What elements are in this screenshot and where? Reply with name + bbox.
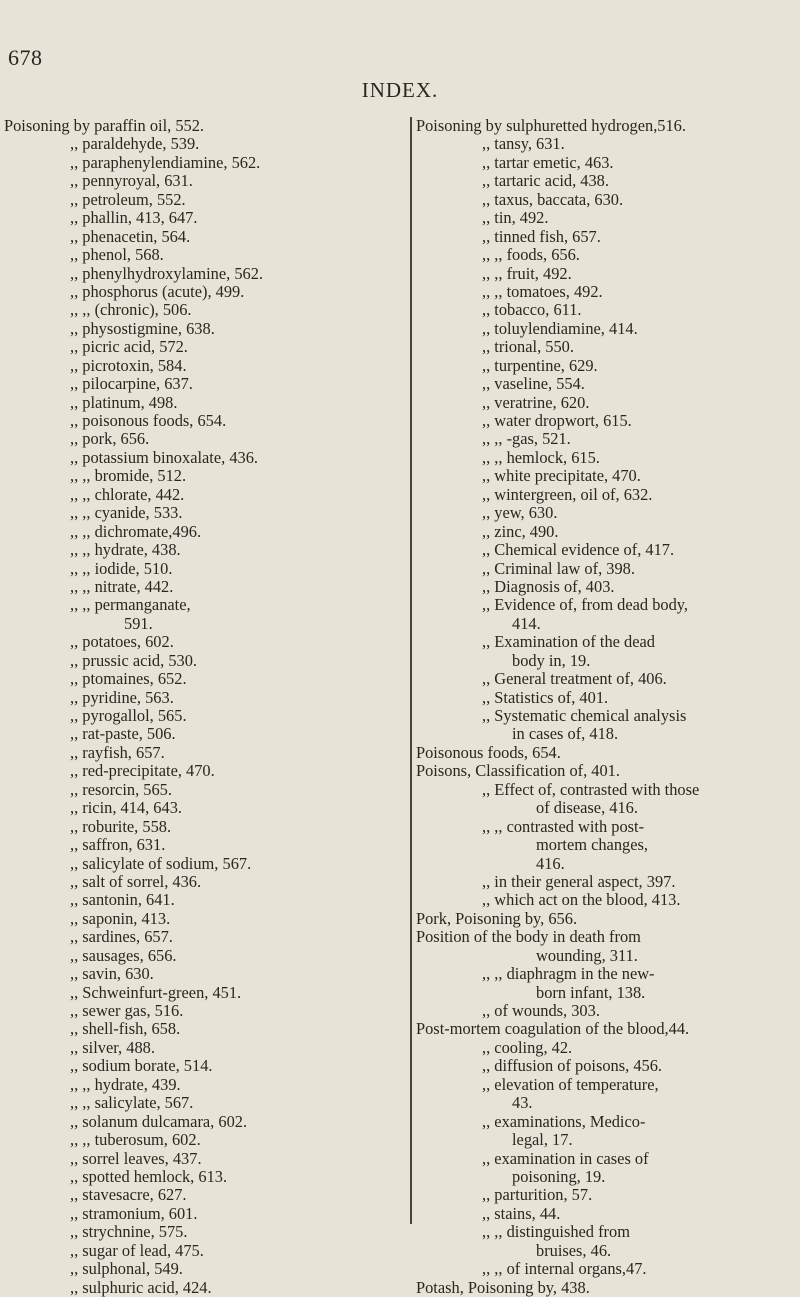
- index-entry-text: ,, ,, salicylate, 567.: [70, 1093, 194, 1113]
- index-entry-text: 591.: [124, 613, 153, 633]
- index-entry-text: ,, toluylendiamine, 414.: [482, 318, 638, 338]
- index-entry: [4, 560, 414, 578]
- index-entry: [416, 228, 798, 246]
- index-entry-text: Poisoning by sulphuretted hydrogen,516.: [416, 116, 686, 135]
- index-entry-text: ,, yew, 630.: [482, 503, 558, 523]
- index-entry-text: ,, sorrel leaves, 437.: [70, 1148, 202, 1168]
- index-entry-text: ,, examination in cases of: [482, 1148, 649, 1168]
- index-entry-text: ,, ,, (chronic), 506.: [70, 300, 192, 320]
- index-entry: [416, 818, 798, 836]
- index-entry: [4, 394, 414, 412]
- index-entry-text: ,, red-precipitate, 470.: [70, 761, 215, 781]
- index-entry: [416, 246, 798, 264]
- index-entry: [416, 762, 798, 780]
- index-entry: [416, 947, 798, 965]
- index-entry: [4, 1020, 414, 1038]
- index-entry-text: ,, Effect of, contrasted with those: [482, 779, 700, 799]
- index-entry-text: ,, resorcin, 565.: [70, 779, 172, 799]
- index-entry-text: ,, ,, tuberosum, 602.: [70, 1130, 201, 1150]
- index-entry: [416, 965, 798, 983]
- index-entry: [4, 338, 414, 356]
- index-entry-text: ,, of wounds, 303.: [482, 1001, 600, 1020]
- column-divider: [410, 117, 412, 1224]
- index-entry-text: ,, Evidence of, from dead body,: [482, 595, 689, 615]
- index-entry: [416, 320, 798, 338]
- index-entry: [416, 1020, 798, 1038]
- index-entry: [4, 1168, 414, 1186]
- index-entry-text: ,, petroleum, 552.: [70, 189, 186, 209]
- index-entry: [416, 523, 798, 541]
- index-entry: [4, 965, 414, 983]
- index-entry: [416, 172, 798, 190]
- index-entry-text: ,, Chemical evidence of, 417.: [482, 540, 675, 560]
- index-entry-text: ,, stramonium, 601.: [70, 1203, 198, 1223]
- index-entry-text: ,, potatoes, 602.: [70, 632, 174, 652]
- index-entry: [4, 172, 414, 190]
- index-entry-text: ,, phenol, 568.: [70, 245, 164, 265]
- index-entry-text: ,, saffron, 631.: [70, 835, 166, 855]
- index-entry-text: ,, phosphorus (acute), 499.: [70, 281, 245, 301]
- index-entry-text: ,, potassium binoxalate, 436.: [70, 447, 259, 467]
- index-entry-text: ,, taxus, baccata, 630.: [482, 189, 624, 209]
- index-entry-text: ,, solanum dulcamara, 602.: [70, 1111, 248, 1131]
- index-entry-text: in cases of, 418.: [512, 724, 619, 744]
- index-entry: [4, 117, 414, 135]
- index-entry: [416, 855, 798, 873]
- index-entry-text: ,, Criminal law of, 398.: [482, 558, 635, 578]
- index-entry: [4, 707, 414, 725]
- index-entry: [416, 633, 798, 651]
- index-entry-text: ,, phallin, 413, 647.: [70, 208, 198, 228]
- index-entry: [4, 504, 414, 522]
- index-entry: [4, 910, 414, 928]
- index-entry: [416, 1076, 798, 1094]
- index-entry-text: ,, zinc, 490.: [482, 521, 559, 541]
- index-entry: [4, 947, 414, 965]
- index-entry: [416, 430, 798, 448]
- index-entry: [4, 891, 414, 909]
- index-entry-text: ,, physostigmine, 638.: [70, 318, 215, 338]
- index-entry: [416, 1279, 798, 1297]
- index-entry-text: ,, ,, permanganate,: [70, 595, 191, 615]
- index-entry: [416, 117, 798, 135]
- index-entry: [4, 412, 414, 430]
- index-entry-text: ,, ,, nitrate, 442.: [70, 576, 174, 596]
- index-entry: [416, 781, 798, 799]
- index-entry: [4, 486, 414, 504]
- index-entry-text: ,, ,, of internal organs,47.: [482, 1259, 647, 1279]
- index-entry: [4, 1279, 414, 1297]
- index-entry-text: ,, ,, hydrate, 439.: [70, 1074, 181, 1094]
- index-entry: [416, 541, 798, 559]
- index-entry: [4, 1131, 414, 1149]
- index-entry-text: body in, 19.: [512, 650, 591, 670]
- index-entry: [4, 541, 414, 559]
- index-entry: [4, 781, 414, 799]
- index-entry-text: ,, ,, bromide, 512.: [70, 466, 187, 486]
- index-entry-text: ,, prussic acid, 530.: [70, 650, 198, 670]
- index-entry-text: ,, in their general aspect, 397.: [482, 871, 676, 891]
- index-entry: [416, 1168, 798, 1186]
- index-entry: [416, 135, 798, 153]
- index-entry-text: ,, which act on the blood, 413.: [482, 890, 681, 910]
- index-entry-text: ,, ,, hemlock, 615.: [482, 447, 600, 467]
- index-entry: [416, 689, 798, 707]
- index-entry-text: of disease, 416.: [536, 798, 638, 818]
- index-entry: [416, 560, 798, 578]
- index-entry: [4, 652, 414, 670]
- index-entry: [416, 1223, 798, 1241]
- index-entry: [4, 246, 414, 264]
- index-entry-text: poisoning, 19.: [512, 1166, 606, 1186]
- index-entry: [416, 412, 798, 430]
- index-entry: [416, 209, 798, 227]
- index-entry-text: ,, trional, 550.: [482, 337, 574, 357]
- index-entry-text: ,, ,, contrasted with post-: [482, 816, 645, 836]
- index-entry-text: ,, General treatment of, 406.: [482, 669, 667, 689]
- index-entry: [4, 818, 414, 836]
- index-entry-text: ,, ,, diaphragm in the new-: [482, 964, 655, 984]
- index-entry: [416, 191, 798, 209]
- index-entry: [4, 154, 414, 172]
- index-entry-text: ,, stavesacre, 627.: [70, 1185, 187, 1205]
- index-entry-text: ,, pyridine, 563.: [70, 687, 174, 707]
- index-entry: [416, 578, 798, 596]
- index-entry: [4, 799, 414, 817]
- index-entry-text: Poisons, Classification of, 401.: [416, 761, 620, 781]
- index-entry: [4, 320, 414, 338]
- index-entry: [416, 467, 798, 485]
- index-entry: [4, 191, 414, 209]
- index-entry: [416, 449, 798, 467]
- index-entry: [416, 652, 798, 670]
- index-entry: [416, 154, 798, 172]
- running-head: INDEX.: [361, 78, 439, 102]
- index-entry-text: ,, wintergreen, oil of, 632.: [482, 484, 653, 504]
- index-entry: [4, 283, 414, 301]
- index-entry: [4, 689, 414, 707]
- index-entry-text: ,, cooling, 42.: [482, 1037, 573, 1057]
- index-entry: [416, 283, 798, 301]
- right-column: [416, 117, 798, 1297]
- index-entry-text: ,, veratrine, 620.: [482, 392, 590, 412]
- index-entry-text: ,, examinations, Medico-: [482, 1111, 646, 1131]
- index-entry-text: ,, parturition, 57.: [482, 1185, 593, 1205]
- index-entry: [416, 873, 798, 891]
- index-entry: [4, 836, 414, 854]
- index-entry-text: ,, ,, dichromate,496.: [70, 521, 202, 541]
- index-entry-text: ,, poisonous foods, 654.: [70, 411, 227, 430]
- index-entry-text: Post-mortem coagulation of the blood,44.: [416, 1019, 690, 1039]
- index-entry-text: bruises, 46.: [536, 1240, 612, 1260]
- index-entry-text: ,, vaseline, 554.: [482, 374, 585, 394]
- index-entry: [4, 762, 414, 780]
- index-entry-text: ,, water dropwort, 615.: [482, 411, 632, 430]
- index-entry-text: ,, tartar emetic, 463.: [482, 152, 614, 172]
- index-entry-text: ,, ricin, 414, 643.: [70, 798, 182, 818]
- index-entry: [4, 375, 414, 393]
- index-entry-text: ,, Statistics of, 401.: [482, 687, 609, 707]
- index-entry: [416, 375, 798, 393]
- index-entry: [4, 1223, 414, 1241]
- index-entry: [416, 1131, 798, 1149]
- index-entry-text: ,, silver, 488.: [70, 1037, 155, 1057]
- index-entry-text: ,, salt of sorrel, 436.: [70, 871, 202, 891]
- index-entry-text: ,, sewer gas, 516.: [70, 1001, 184, 1020]
- index-entry: [416, 1113, 798, 1131]
- index-entry: [416, 394, 798, 412]
- index-entry: [4, 873, 414, 891]
- index-entry: [4, 357, 414, 375]
- index-entry-text: ,, ,, fruit, 492.: [482, 263, 572, 283]
- index-entry: [4, 228, 414, 246]
- index-entry: [4, 265, 414, 283]
- index-entry-text: ,, stains, 44.: [482, 1203, 561, 1223]
- index-entry: [4, 1260, 414, 1278]
- index-entry-text: ,, savin, 630.: [70, 964, 154, 984]
- index-entry-text: ,, tobacco, 611.: [482, 300, 582, 320]
- index-entry: [416, 670, 798, 688]
- index-entry: [4, 1002, 414, 1020]
- index-entry-text: mortem changes,: [536, 835, 648, 855]
- index-entry-text: ,, strychnine, 575.: [70, 1222, 188, 1242]
- index-entry-text: ,, sardines, 657.: [70, 927, 173, 947]
- index-entry: [4, 1242, 414, 1260]
- index-entry-text: 416.: [536, 853, 565, 873]
- index-entry-text: ,, Diagnosis of, 403.: [482, 576, 615, 596]
- index-entry: [4, 1113, 414, 1131]
- index-entry: [416, 928, 798, 946]
- index-entry-text: ,, tinned fish, 657.: [482, 226, 601, 246]
- index-entry: [416, 744, 798, 762]
- index-entry: [4, 1150, 414, 1168]
- index-entry: [416, 1260, 798, 1278]
- index-entry-text: ,, ,, -gas, 521.: [482, 429, 571, 449]
- index-entry: [416, 1186, 798, 1204]
- index-entry: [4, 1057, 414, 1075]
- index-entry-text: Position of the body in death from: [416, 927, 641, 947]
- index-entry: [4, 430, 414, 448]
- index-entry: [416, 1205, 798, 1223]
- index-entry-text: ,, diffusion of poisons, 456.: [482, 1056, 663, 1076]
- index-entry: [4, 855, 414, 873]
- index-entry-text: Poisoning by paraffin oil, 552.: [4, 116, 205, 135]
- index-entry-text: ,, shell-fish, 658.: [70, 1019, 181, 1039]
- index-entry-text: Pork, Poisoning by, 656.: [416, 908, 578, 928]
- index-entry-text: ,, platinum, 498.: [70, 392, 178, 412]
- index-entry-text: ,, sausages, 656.: [70, 945, 177, 965]
- index-entry-text: ,, sodium borate, 514.: [70, 1056, 213, 1076]
- index-entry-text: ,, paraldehyde, 539.: [70, 134, 200, 154]
- index-entry: [416, 486, 798, 504]
- index-entry: [416, 1094, 798, 1112]
- index-entry: [4, 1186, 414, 1204]
- index-entry-text: ,, phenacetin, 564.: [70, 226, 191, 246]
- index-entry-text: Potash, Poisoning by, 438.: [416, 1277, 590, 1297]
- index-entry-text: ,, sugar of lead, 475.: [70, 1240, 204, 1260]
- index-entry: [4, 301, 414, 319]
- index-entry: [416, 1002, 798, 1020]
- index-entry-text: ,, ,, distinguished from: [482, 1222, 630, 1242]
- index-entry: [416, 504, 798, 522]
- index-entry: [416, 707, 798, 725]
- index-entry-text: ,, salicylate of sodium, 567.: [70, 853, 252, 873]
- index-entry-text: ,, picric acid, 572.: [70, 337, 188, 357]
- index-entry: [416, 1039, 798, 1057]
- index-entry-text: ,, ,, cyanide, 533.: [70, 503, 183, 523]
- index-entry: [416, 338, 798, 356]
- index-entry: [4, 1205, 414, 1223]
- index-entry-text: ,, ,, tomatoes, 492.: [482, 281, 603, 301]
- index-entry: [4, 984, 414, 1002]
- index-entry-text: ,, ptomaines, 652.: [70, 669, 187, 689]
- index-entry: [4, 523, 414, 541]
- index-entry-text: ,, tansy, 631.: [482, 134, 565, 154]
- index-entry-text: ,, pork, 656.: [70, 429, 150, 449]
- index-entry-text: ,, ,, iodide, 510.: [70, 558, 173, 578]
- index-entry-text: ,, pilocarpine, 637.: [70, 374, 193, 394]
- index-entry: [416, 891, 798, 909]
- index-entry-text: ,, rayfish, 657.: [70, 742, 165, 762]
- index-entry: [4, 449, 414, 467]
- index-entry-text: ,, tin, 492.: [482, 208, 549, 228]
- left-column: [4, 117, 414, 1297]
- index-entry: [4, 725, 414, 743]
- index-entry: [416, 1242, 798, 1260]
- index-entry: [416, 357, 798, 375]
- index-entry-text: ,, Systematic chemical analysis: [482, 706, 687, 725]
- index-entry: [4, 615, 414, 633]
- index-entry-text: 43.: [512, 1093, 533, 1113]
- index-entry: [4, 744, 414, 762]
- index-entry-text: ,, spotted hemlock, 613.: [70, 1166, 228, 1186]
- index-entry: [416, 615, 798, 633]
- index-entry-text: ,, ,, foods, 656.: [482, 245, 580, 265]
- index-entry-text: ,, white precipitate, 470.: [482, 466, 641, 486]
- index-entry: [4, 135, 414, 153]
- index-entry-text: ,, Examination of the dead: [482, 632, 655, 652]
- index-entry: [416, 301, 798, 319]
- index-entry-text: legal, 17.: [512, 1130, 573, 1150]
- index-entry-text: born infant, 138.: [536, 982, 646, 1002]
- index-entry: [4, 1094, 414, 1112]
- index-entry-text: 414.: [512, 613, 541, 633]
- index-entry: [416, 1150, 798, 1168]
- index-entry-text: Poisonous foods, 654.: [416, 742, 561, 762]
- index-entry: [4, 928, 414, 946]
- index-entry-text: ,, turpentine, 629.: [482, 355, 598, 375]
- index-entry-text: ,, Schweinfurt-green, 451.: [70, 982, 242, 1002]
- index-entry-text: wounding, 311.: [536, 945, 638, 965]
- index-entry: [4, 578, 414, 596]
- index-entry-text: ,, pennyroyal, 631.: [70, 171, 193, 191]
- index-entry: [4, 633, 414, 651]
- index-entry: [4, 209, 414, 227]
- index-entry: [416, 1057, 798, 1075]
- index-entry: [416, 910, 798, 928]
- index-entry-text: ,, tartaric acid, 438.: [482, 171, 609, 191]
- index-entry-text: ,, pyrogallol, 565.: [70, 706, 187, 725]
- index-entry-text: ,, santonin, 641.: [70, 890, 175, 910]
- index-entry: [416, 725, 798, 743]
- index-entry-text: ,, saponin, 413.: [70, 908, 171, 928]
- index-entry: [4, 1039, 414, 1057]
- index-entry: [416, 799, 798, 817]
- index-entry: [4, 467, 414, 485]
- index-entry: [4, 670, 414, 688]
- index-entry-text: ,, rat-paste, 506.: [70, 724, 176, 744]
- page-number: 678: [8, 45, 43, 70]
- index-entry: [416, 836, 798, 854]
- index-entry-text: ,, ,, hydrate, 438.: [70, 540, 181, 560]
- index-entry: [416, 984, 798, 1002]
- index-entry: [416, 596, 798, 614]
- index-entry-text: ,, ,, chlorate, 442.: [70, 484, 185, 504]
- index-entry-text: ,, paraphenylendiamine, 562.: [70, 152, 261, 172]
- index-entry-text: ,, phenylhydroxylamine, 562.: [70, 263, 264, 283]
- index-entry-text: ,, elevation of temperature,: [482, 1074, 659, 1094]
- index-entry-text: ,, picrotoxin, 584.: [70, 355, 187, 375]
- index-entry-text: ,, roburite, 558.: [70, 816, 172, 836]
- index-entry: [4, 596, 414, 614]
- index-entry-text: ,, sulphuric acid, 424.: [70, 1277, 212, 1297]
- index-entry: [4, 1076, 414, 1094]
- index-entry-text: ,, sulphonal, 549.: [70, 1259, 183, 1279]
- index-entry: [416, 265, 798, 283]
